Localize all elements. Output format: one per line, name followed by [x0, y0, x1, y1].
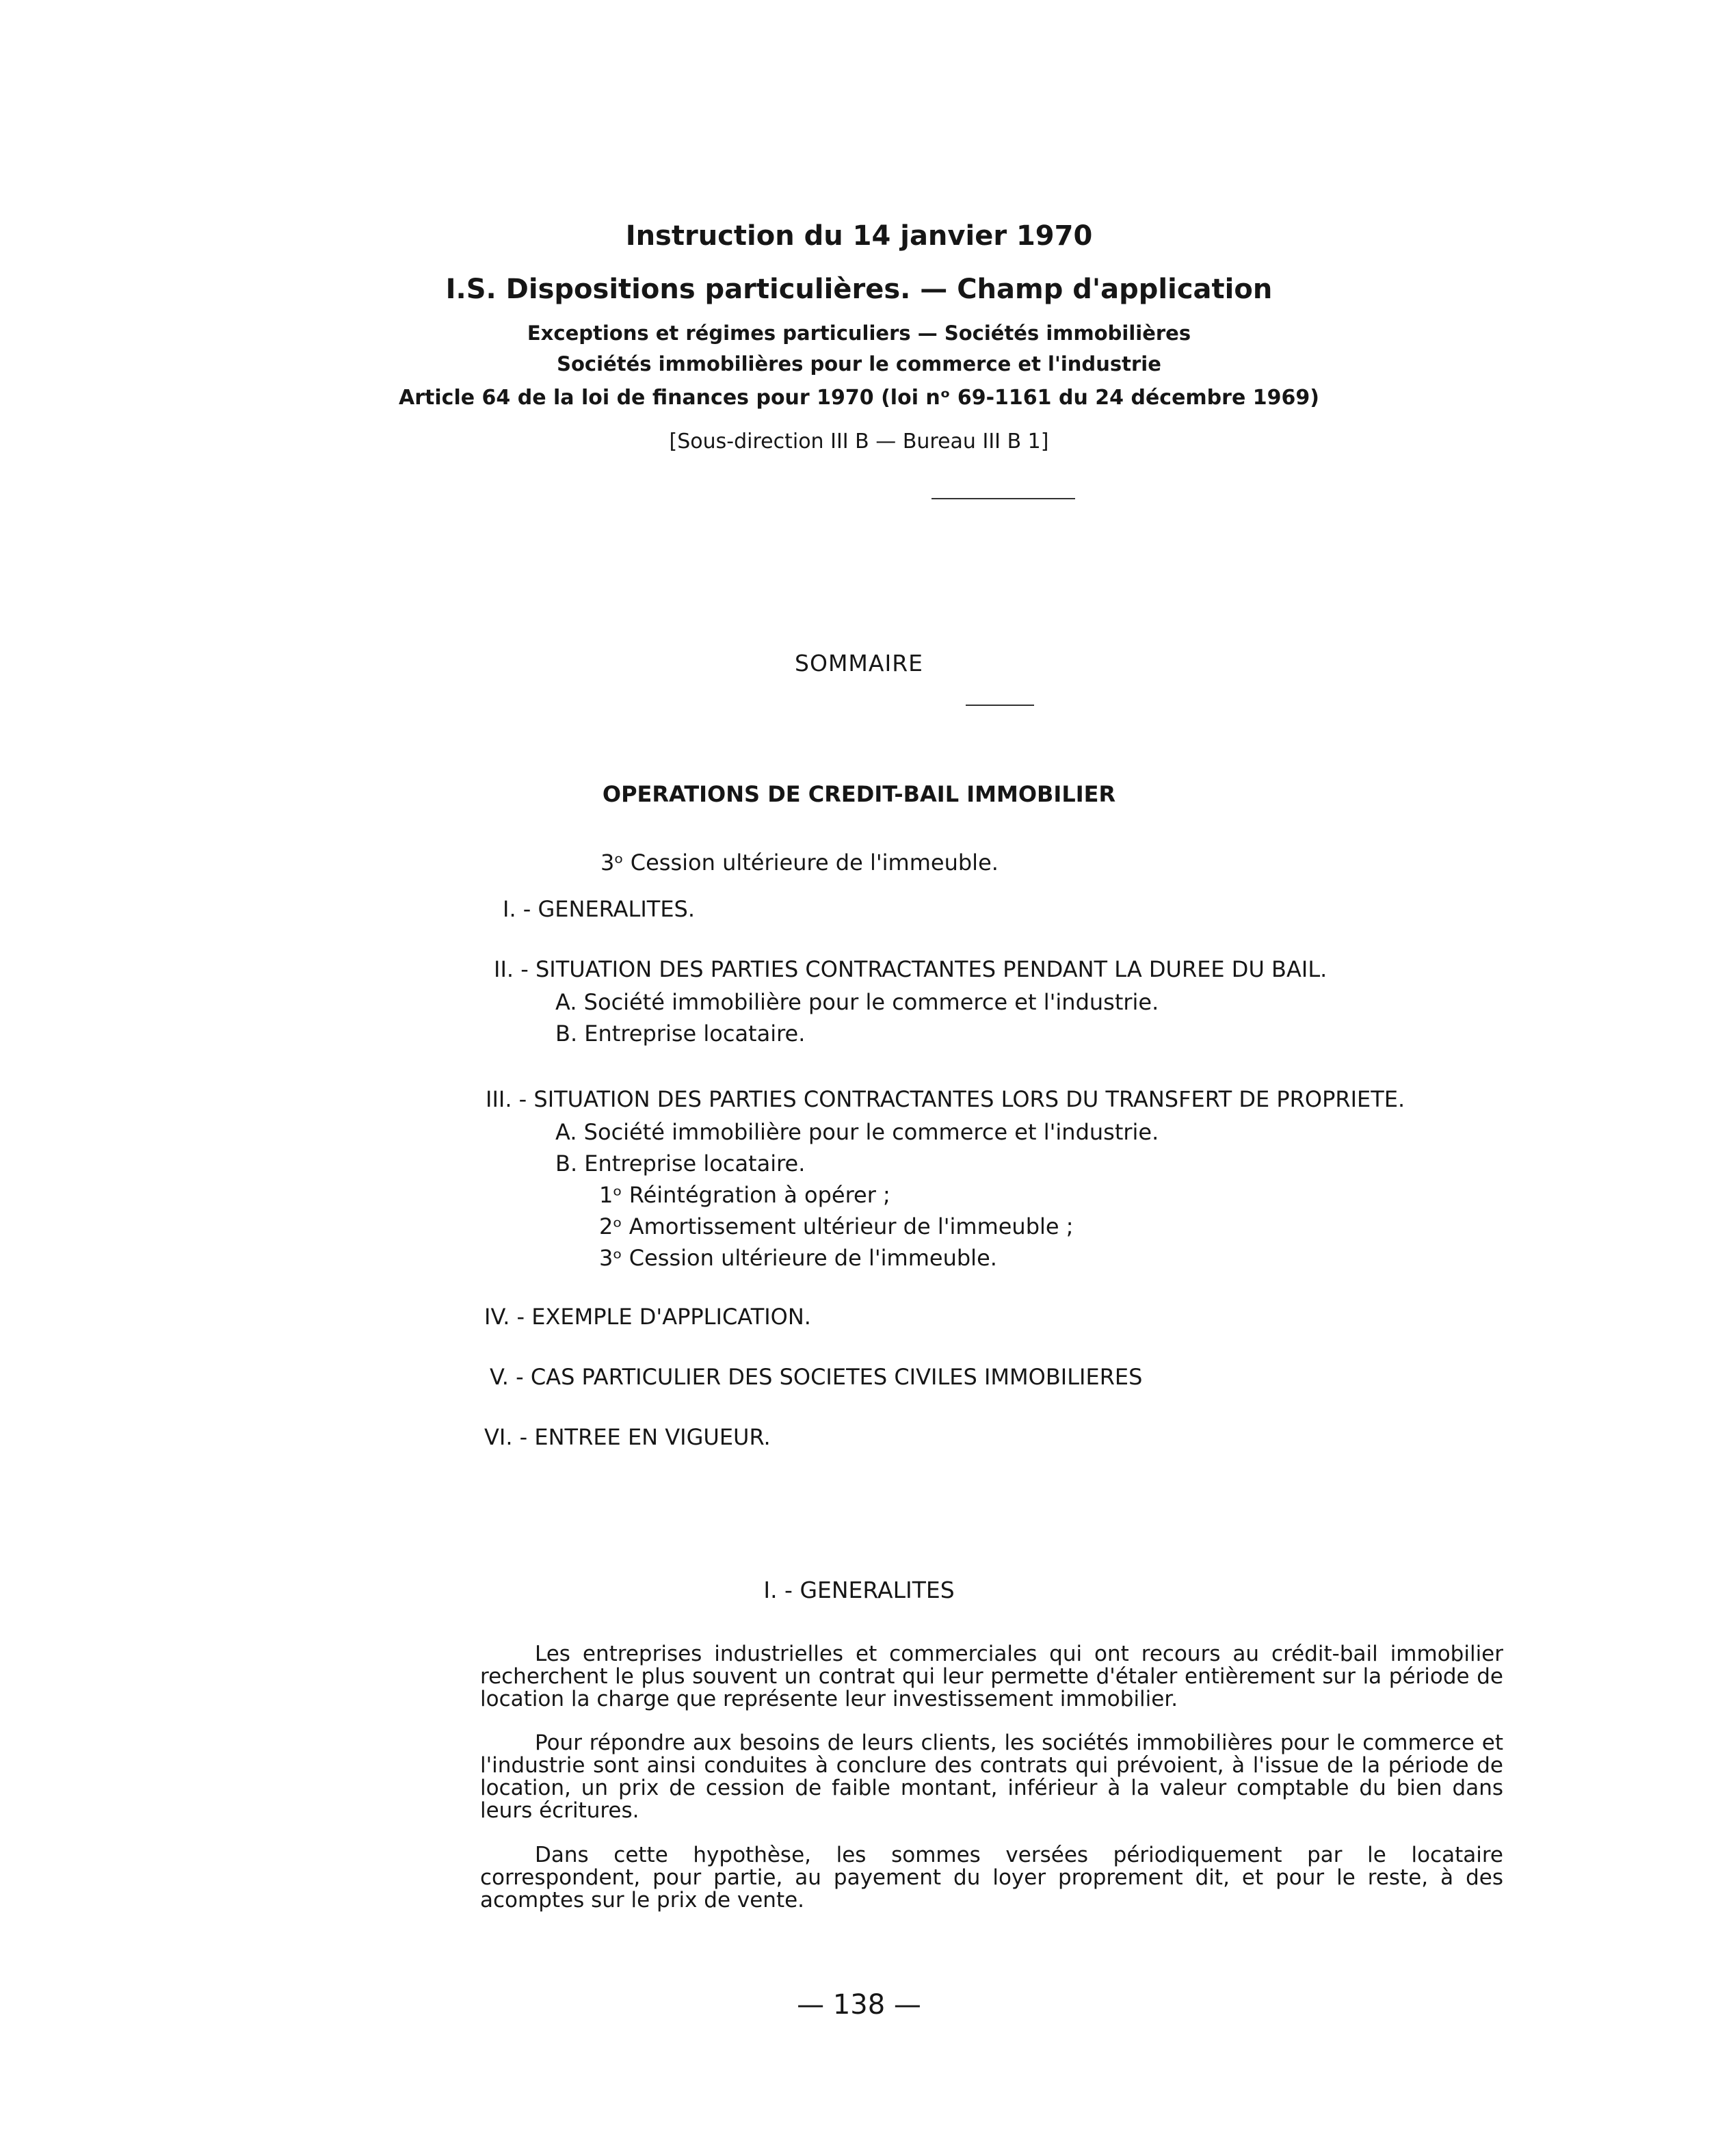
sommaire-heading: SOMMAIRE — [795, 650, 923, 676]
header-divider — [931, 498, 1075, 499]
toc-item-1: I. - GENERALITES. — [503, 896, 696, 922]
toc-item-6: VI. - ENTREE EN VIGUEUR. — [484, 1424, 771, 1450]
toc-item-3-sub-b: B. Entreprise locataire. — [555, 1151, 806, 1176]
paragraph-1 — [480, 1643, 1503, 1711]
sommaire-divider — [966, 705, 1034, 706]
toc-item-2-sub-a: A. Société immobilière pour le commerce et l'industrie. — [555, 989, 1159, 1015]
bureau-reference: [Sous-direction III B — Bureau III B 1] — [669, 430, 1049, 453]
document-subtitle: I.S. Dispositions particulières. — Champ d'application — [445, 274, 1273, 305]
toc-item-3: III. - SITUATION DES PARTIES CONTRACTANTES LORS DU TRANSFERT DE PROPRIETE. — [486, 1086, 1405, 1112]
paragraph-3-text: Dans cette hypothèse, les sommes versées périodiquement par le locataire correspondent, pour partie, au payement du loyer proprement dit, et pour le reste, à des acomptes sur le prix de vente. — [480, 1843, 1503, 1912]
toc-item-2-sub-b: B. Entreprise locataire. — [555, 1021, 806, 1047]
page-number: — 138 — — [797, 1989, 921, 2021]
toc-item-2: II. - SITUATION DES PARTIES CONTRACTANTES PENDANT LA DUREE DU BAIL. — [494, 956, 1327, 982]
paragraph-1-text: Les entreprises industrielles et commerciales qui ont recours au crédit-bail immobilier recherchent le plus souvent un contrat qui leur permette d'étaler entièrement sur la période de location la charge que représente leur investissement immobilier. — [480, 1642, 1503, 1711]
sommaire-section-title: OPERATIONS DE CREDIT-BAIL IMMOBILIER — [602, 781, 1116, 807]
document-title: Instruction du 14 janvier 1970 — [625, 220, 1093, 252]
paragraph-2 — [480, 1732, 1503, 1822]
toc-item-4: IV. - EXEMPLE D'APPLICATION. — [484, 1304, 811, 1330]
toc-item-5: V. - CAS PARTICULIER DES SOCIETES CIVILES IMMOBILIERES — [490, 1364, 1143, 1390]
paragraph-2-text: Pour répondre aux besoins de leurs clients, les sociétés immobilières pour le commerce et l'industrie sont ainsi conduites à conclure des contrats qui prévoient, à l'issue de la période de location, un prix de cession de faible montant, inférieur à la valeur comptable du bien dans leurs écritures. — [480, 1731, 1503, 1823]
toc-item-3-subsub-2: 2ᵒ Amortissement ultérieur de l'immeuble ; — [599, 1213, 1074, 1239]
header-line-2: Sociétés immobilières pour le commerce et l'industrie — [557, 352, 1161, 376]
toc-item-3-sub-a: A. Société immobilière pour le commerce et l'industrie. — [555, 1119, 1159, 1145]
section-heading: I. - GENERALITES — [763, 1577, 955, 1603]
toc-item-3-subsub-1: 1ᵒ Réintégration à opérer ; — [599, 1182, 890, 1208]
header-line-3: Article 64 de la loi de finances pour 1970 (loi nᵒ 69-1161 du 24 décembre 1969) — [399, 386, 1319, 410]
paragraph-3 — [480, 1844, 1503, 1912]
header-line-1: Exceptions et régimes particuliers — Sociétés immobilières — [527, 321, 1191, 345]
toc-stray-item: 3ᵒ Cession ultérieure de l'immeuble. — [600, 850, 999, 876]
toc-item-3-subsub-3: 3ᵒ Cession ultérieure de l'immeuble. — [599, 1245, 997, 1271]
